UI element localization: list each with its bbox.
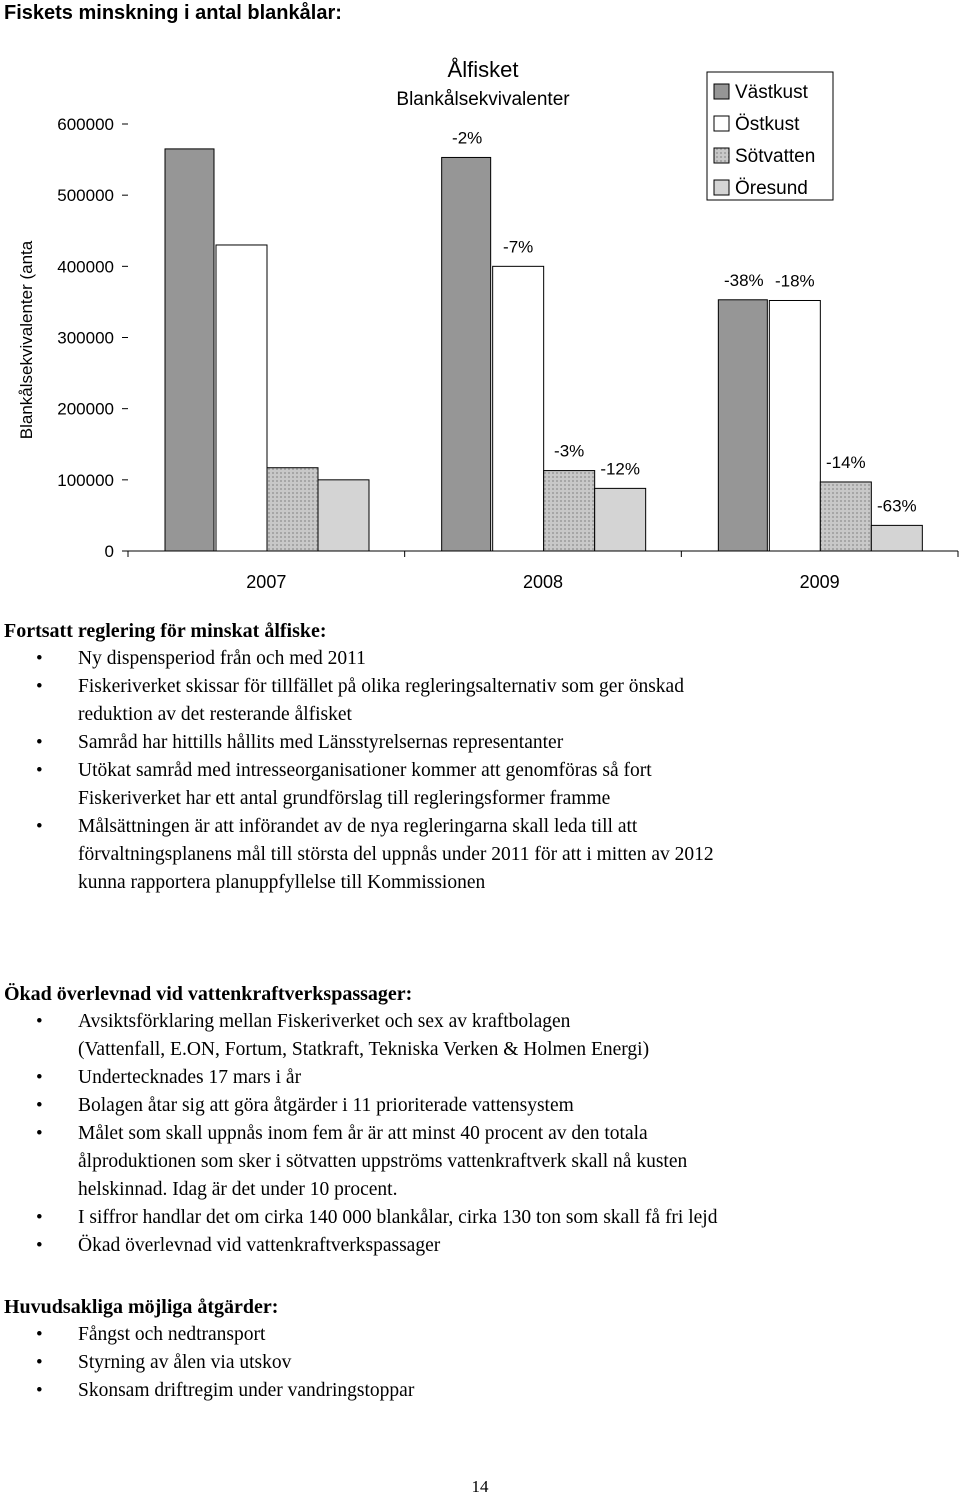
bullet-icon: • xyxy=(36,1352,43,1373)
y-tick-label: 300000 xyxy=(57,328,114,348)
list-item-text: Ny dispensperiod från och med 2011 xyxy=(78,648,366,669)
bar-öresund-2008 xyxy=(595,488,646,551)
section-title: Ökad överlevnad vid vattenkraftverkspassager: xyxy=(4,983,413,1005)
bullet-list xyxy=(4,1008,940,1260)
bar-sötvatten-2007 xyxy=(267,468,318,551)
y-tick-label: 0 xyxy=(104,542,114,561)
bar-östkust-2007 xyxy=(216,245,267,551)
list-item xyxy=(4,1120,940,1148)
bullet-list xyxy=(4,645,940,897)
section-title: Huvudsakliga möjliga åtgärder: xyxy=(4,1296,279,1318)
y-tick-label: 200000 xyxy=(57,399,114,419)
bullet-icon: • xyxy=(36,1207,43,1228)
bullet-icon: • xyxy=(36,1011,43,1032)
legend-swatch xyxy=(714,84,729,99)
legend-label: Västkust xyxy=(735,82,808,103)
bullet-icon: • xyxy=(36,1324,43,1345)
data-label: -12% xyxy=(600,459,641,479)
y-tick-label: 400000 xyxy=(57,257,114,277)
list-item-text: reduktion av det resterande ålfisket xyxy=(78,704,352,725)
x-tick-label: 2009 xyxy=(799,572,840,592)
list-item xyxy=(4,757,940,785)
list-item xyxy=(4,645,940,673)
list-item-text: helskinnad. Idag är det under 10 procent. xyxy=(78,1179,398,1200)
legend-swatch xyxy=(714,148,729,163)
bullet-icon: • xyxy=(36,648,43,669)
list-item-text: ålproduktionen som sker i sötvatten uppströms vattenkraftverk skall nå kusten xyxy=(78,1151,688,1172)
list-item xyxy=(4,1204,940,1232)
legend-label: Sötvatten xyxy=(735,146,816,167)
bullet-icon: • xyxy=(36,1235,43,1256)
list-item xyxy=(4,1349,940,1377)
list-item-text: Samråd har hittills hållits med Länsstyrelsernas representanter xyxy=(78,732,564,753)
y-tick-label: 600000 xyxy=(57,115,114,134)
list-item xyxy=(4,729,940,757)
section-2 xyxy=(4,980,940,1260)
bullet-icon: • xyxy=(36,676,43,697)
list-item-text: Undertecknades 17 mars i år xyxy=(78,1067,302,1088)
list-item-text: Avsiktsförklaring mellan Fiskeriverket och sex av kraftbolagen xyxy=(78,1011,571,1032)
list-item-text: Ökad överlevnad vid vattenkraftverkspassager xyxy=(78,1235,441,1256)
list-item-continuation xyxy=(4,1176,940,1204)
legend-swatch xyxy=(714,180,729,195)
page-number: 14 xyxy=(471,1477,489,1496)
list-item-text: Styrning av ålen via utskov xyxy=(78,1352,292,1373)
chart-subtitle: Blankålsekvivalenter xyxy=(396,89,570,110)
data-label: -3% xyxy=(554,441,585,461)
bullet-icon: • xyxy=(36,1067,43,1088)
bullet-list xyxy=(4,1321,940,1405)
list-item-text: Målet som skall uppnås inom fem år är att minst 40 procent av den totala xyxy=(78,1123,648,1144)
bar-västkust-2007 xyxy=(165,149,214,551)
bullet-icon: • xyxy=(36,1095,43,1116)
bullet-icon: • xyxy=(36,760,43,781)
list-item-text: Fångst och nedtransport xyxy=(78,1324,266,1345)
bullet-icon: • xyxy=(36,1123,43,1144)
data-label: -38% xyxy=(723,270,764,290)
list-item-text: Bolagen åtar sig att göra åtgärder i 11 prioriterade vattensystem xyxy=(78,1095,574,1116)
list-item-text: kunna rapportera planuppfyllelse till Kommissionen xyxy=(78,872,486,893)
list-item-continuation xyxy=(4,841,940,869)
list-item-text: förvaltningsplanens mål till största del uppnås under 2011 för att i mitten av 2012 xyxy=(78,844,714,865)
list-item-text: Målsättningen är att införandet av de nya regleringarna skall leda till att xyxy=(78,816,638,837)
list-item-text: Fiskeriverket skissar för tillfället på olika regleringsalternativ som ger önskad xyxy=(78,676,684,697)
x-tick-label: 2007 xyxy=(246,572,287,592)
bar-västkust-2008 xyxy=(442,157,491,551)
page-heading: Fiskets minskning i antal blankålar: xyxy=(4,2,342,24)
list-item-text: (Vattenfall, E.ON, Fortum, Statkraft, Tekniska Verken & Holmen Energi) xyxy=(78,1039,650,1060)
y-tick-label: 500000 xyxy=(57,186,114,206)
legend-swatch xyxy=(714,116,729,131)
list-item xyxy=(4,1008,940,1036)
bar-östkust-2008 xyxy=(493,266,544,551)
bar-öresund-2007 xyxy=(318,480,369,551)
list-item xyxy=(4,1064,940,1092)
list-item-continuation xyxy=(4,1036,940,1064)
bullet-icon: • xyxy=(36,732,43,753)
chart-legend xyxy=(707,72,833,200)
list-item xyxy=(4,1092,940,1120)
x-tick-label: 2008 xyxy=(522,572,564,592)
data-label: -18% xyxy=(774,271,815,291)
bar-öresund-2009 xyxy=(871,525,922,551)
section-title: Fortsatt reglering för minskat ålfiske: xyxy=(4,620,327,642)
list-item-text: Skonsam driftregim under vandringstoppar xyxy=(78,1380,415,1401)
bar-sötvatten-2009 xyxy=(820,482,871,551)
list-item-text: I siffror handlar det om cirka 140 000 blankålar, cirka 130 ton som skall få fri lejd xyxy=(78,1207,718,1228)
bar-chart xyxy=(0,40,960,600)
bullet-icon: • xyxy=(36,816,43,837)
list-item xyxy=(4,673,940,701)
list-item-text: Utökat samråd med intresseorganisationer kommer att genomföras så fort xyxy=(78,760,652,781)
chart-title: Ålfisket xyxy=(447,57,519,82)
list-item-text: Fiskeriverket har ett antal grundförslag till regleringsformer framme xyxy=(78,788,611,809)
data-label: -2% xyxy=(452,128,483,148)
list-item-continuation xyxy=(4,785,940,813)
list-item-continuation xyxy=(4,701,940,729)
list-item xyxy=(4,1377,940,1405)
section-3 xyxy=(4,1293,940,1405)
bar-sötvatten-2008 xyxy=(544,471,595,551)
data-label: -7% xyxy=(503,237,534,257)
legend-label: Öresund xyxy=(735,178,808,199)
bar-östkust-2009 xyxy=(769,300,820,551)
list-item xyxy=(4,1321,940,1349)
list-item-continuation xyxy=(4,869,940,897)
data-label: -63% xyxy=(876,496,917,516)
bar-västkust-2009 xyxy=(718,300,767,551)
legend-label: Östkust xyxy=(735,114,800,135)
bullet-icon: • xyxy=(36,1380,43,1401)
list-item-continuation xyxy=(4,1148,940,1176)
list-item xyxy=(4,1232,940,1260)
y-tick-label: 100000 xyxy=(57,470,114,490)
data-label: -14% xyxy=(825,452,866,472)
y-axis-label: Blankålsekvivalenter (anta xyxy=(17,240,36,440)
section-1 xyxy=(4,617,940,897)
list-item xyxy=(4,813,940,841)
